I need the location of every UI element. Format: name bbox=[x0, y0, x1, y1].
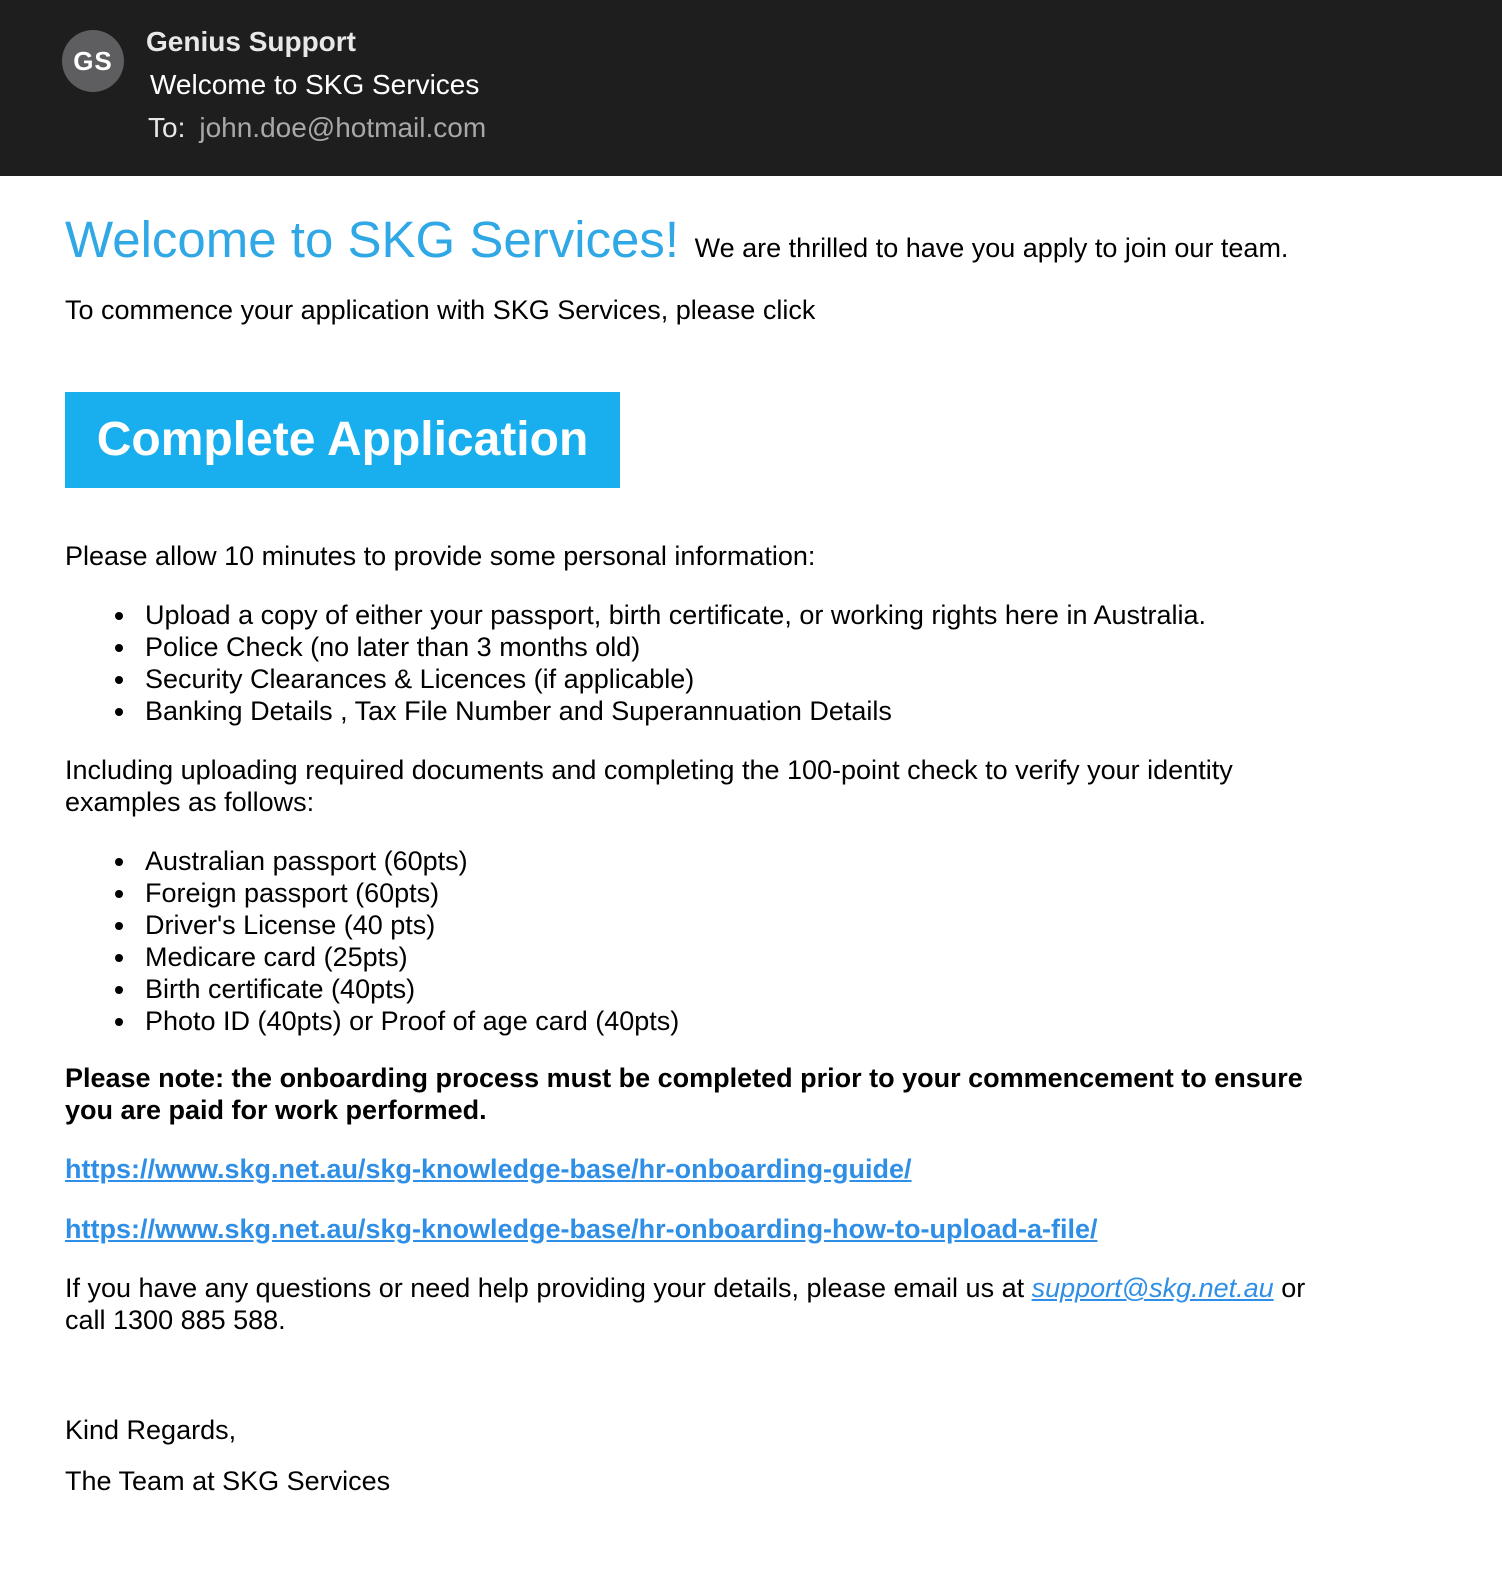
welcome-title: Welcome to SKG Services! bbox=[65, 211, 680, 268]
questions-or: or bbox=[1281, 1273, 1306, 1303]
onboarding-guide-link[interactable]: https://www.skg.net.au/skg-knowledge-base/hr-onboarding-guide/ bbox=[65, 1154, 912, 1184]
list-item: Medicare card (25pts) bbox=[65, 941, 679, 973]
commence-text: To commence your application with SKG Services, please click bbox=[65, 295, 816, 325]
including-text-line2: examples as follows: bbox=[65, 787, 315, 817]
note-line2: you are paid for work performed. bbox=[65, 1095, 487, 1125]
to-label: To: bbox=[148, 112, 186, 143]
list-item: Upload a copy of either your passport, birth certificate, or working rights here in Australia. bbox=[65, 599, 1206, 631]
signature-text: The Team at SKG Services bbox=[65, 1466, 391, 1496]
sender-name: Genius Support bbox=[146, 26, 356, 57]
regards-text: Kind Regards, bbox=[65, 1415, 237, 1445]
avatar: GS bbox=[62, 30, 124, 92]
complete-application-button[interactable]: Complete Application bbox=[65, 392, 620, 488]
welcome-line bbox=[65, 210, 1288, 270]
list-item: Foreign passport (60pts) bbox=[65, 877, 679, 909]
id-list bbox=[65, 845, 679, 1037]
support-email-link[interactable]: support@skg.net.au bbox=[1031, 1273, 1274, 1303]
allow-text: Please allow 10 minutes to provide some personal information: bbox=[65, 541, 816, 571]
upload-guide-link-row bbox=[65, 1213, 1098, 1245]
list-item: Security Clearances & Licences (if applicable) bbox=[65, 663, 1206, 695]
questions-text: If you have any questions or need help providing your details, please email us at bbox=[65, 1273, 1025, 1303]
email-subject: Welcome to SKG Services bbox=[150, 69, 480, 100]
including-text-line1: Including uploading required documents and completing the 100-point check to verify your identity bbox=[65, 755, 1233, 785]
note-line1: Please note: the onboarding process must be completed prior to your commencement to ensure bbox=[65, 1063, 1303, 1093]
onboarding-guide-link-row bbox=[65, 1153, 912, 1185]
email-header bbox=[0, 0, 1502, 176]
list-item: Australian passport (60pts) bbox=[65, 845, 679, 877]
list-item: Police Check (no later than 3 months old) bbox=[65, 631, 1206, 663]
call-text: call 1300 885 588. bbox=[65, 1305, 286, 1335]
welcome-subtitle: We are thrilled to have you apply to join our team. bbox=[694, 233, 1289, 263]
info-list bbox=[65, 599, 1206, 727]
recipient-address[interactable]: john.doe@hotmail.com bbox=[199, 112, 487, 143]
list-item: Driver's License (40 pts) bbox=[65, 909, 679, 941]
list-item: Banking Details , Tax File Number and Superannuation Details bbox=[65, 695, 1206, 727]
list-item: Birth certificate (40pts) bbox=[65, 973, 679, 1005]
list-item: Photo ID (40pts) or Proof of age card (40pts) bbox=[65, 1005, 679, 1037]
recipient-row bbox=[148, 112, 486, 144]
questions-line1 bbox=[65, 1272, 1305, 1304]
upload-guide-link[interactable]: https://www.skg.net.au/skg-knowledge-base/hr-onboarding-how-to-upload-a-file/ bbox=[65, 1214, 1098, 1244]
